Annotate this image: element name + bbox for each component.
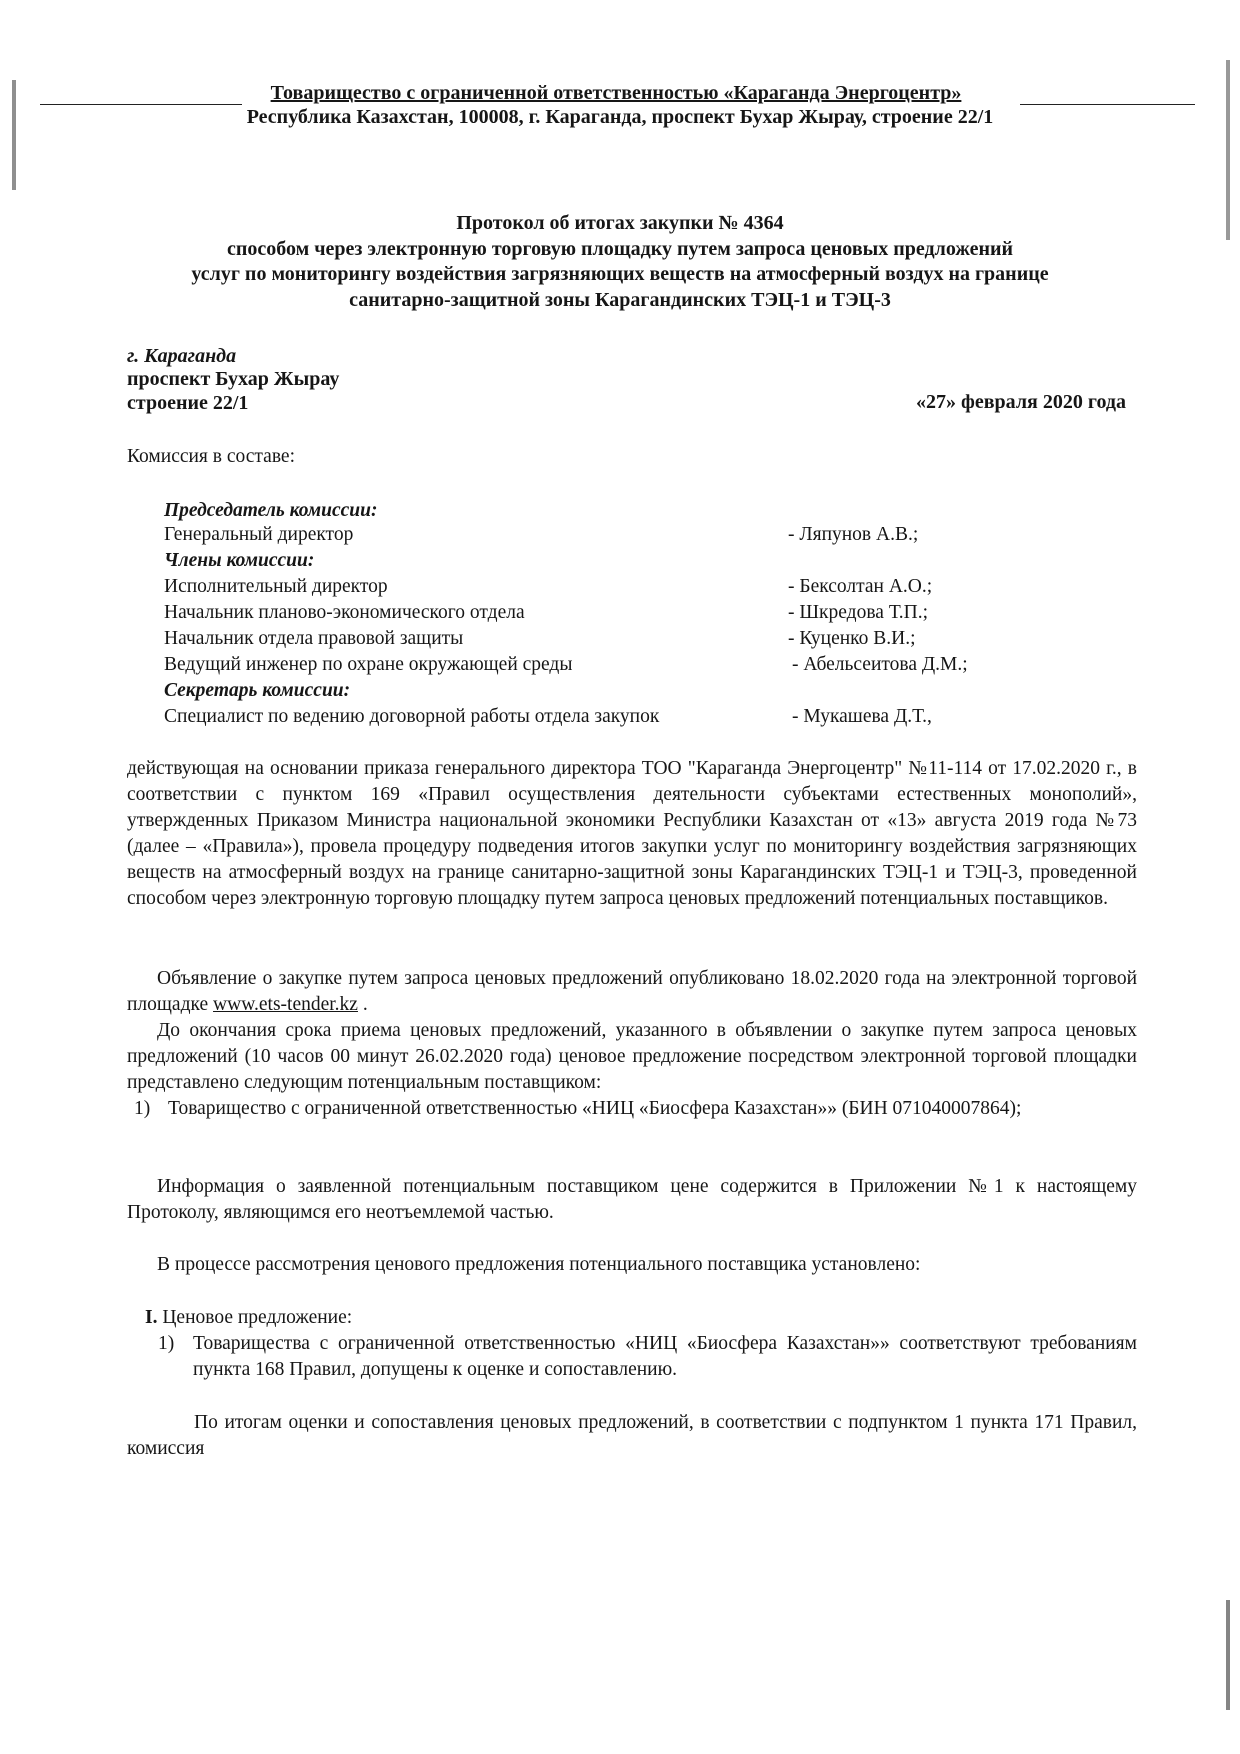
protocol-date: «27» февраля 2020 года — [916, 391, 1126, 413]
paragraph-announcement — [127, 966, 1137, 1018]
secretary-role: Специалист по ведению договорной работы отдела закупок — [164, 706, 660, 727]
list-item-compliance: Товарищества с ограниченной ответственностью «НИЦ «Биосфера Казахстан»» соответствуют требованиям пункта 168 Правил, допущены к оценке и сопоставлению. — [193, 1333, 1137, 1380]
ets-tender-link[interactable]: www.ets-tender.kz — [213, 994, 358, 1015]
chair-role: Генеральный директор — [164, 524, 354, 545]
member-role-3: Начальник отдела правовой защиты — [164, 628, 464, 649]
place-building: строение 22/1 — [127, 392, 249, 414]
protocol-subtitle-1: способом через электронную торговую площадку путем запроса ценовых предложений — [226, 238, 1014, 260]
paragraph-results: По итогам оценки и сопоставления ценовых предложений, в соответствии с подпунктом 1 пункта 171 Правил, комиссия — [127, 1412, 1137, 1459]
members-heading: Члены комиссии: — [164, 550, 315, 571]
secretary-heading: Секретарь комиссии: — [164, 680, 351, 701]
member-name-4: - Абельсеитова Д.М.; — [792, 654, 968, 675]
announcement-text: Объявление о закупке путем запроса ценовых предложений опубликовано 18.02.2020 года на электронной торговой площадке — [127, 968, 1137, 1015]
paragraph-basis: действующая на основании приказа генерального директора ТОО "Караганда Энергоцентр" №11-114 от 17.02.2020 г., в соответствии с пунктом 169 «Правил осуществления деятельности субъектами естественных монополий», утвержденных Приказом Министра национальной экономики Республики Казахстан от «13» августа 2019 года №73 (далее – «Правила»), провела процедуру подведения итогов закупки услуг по мониторингу воздействия загрязняющих веществ на атмосферный воздух на границе санитарно-защитной зоны Карагандинских ТЭЦ-1 и ТЭЦ-3, проведенной способом через электронную торговую площадку путем запроса ценовых предложений потенциальных поставщиков. — [127, 758, 1137, 909]
paragraph-review: В процессе рассмотрения ценового предложения потенциального поставщика установлено: — [157, 1254, 921, 1275]
list-item-supplier: Товарищество с ограниченной ответственностью «НИЦ «Биосфера Казахстан»» (БИН 071040007864); — [168, 1098, 1022, 1119]
header-address: Республика Казахстан, 100008, г. Караганда, проспект Бухар Жырау, строение 22/1 — [246, 106, 994, 128]
header-organization: Товарищество с ограниченной ответственностью «Караганда Энергоцентр» — [270, 82, 962, 104]
section-title: Ценовое предложение: — [157, 1307, 353, 1328]
scan-edge-mark — [12, 80, 16, 190]
list-item-number-2: 1) — [158, 1333, 175, 1354]
section-heading-price — [145, 1305, 352, 1331]
place-city: г. Караганда — [127, 345, 237, 367]
chair-heading: Председатель комиссии: — [164, 500, 378, 521]
protocol-title: Протокол об итогах закупки № 4364 — [456, 212, 784, 234]
list-item-number: 1) — [134, 1098, 151, 1119]
place-street: проспект Бухар Жырау — [127, 368, 340, 390]
commission-intro: Комиссия в составе: — [127, 446, 295, 467]
paragraph-deadline: До окончания срока приема ценовых предложений, указанного в объявлении о закупке путем запроса ценовых предложений (10 часов 00 минут 26.02.2020 года) ценовое предложение посредством электронной торговой площадки представлено следующим потенциальным поставщиком: — [127, 1020, 1137, 1093]
secretary-name: - Мукашева Д.Т., — [792, 706, 932, 727]
chair-name: - Ляпунов А.В.; — [788, 524, 919, 545]
section-number: I. — [145, 1307, 158, 1328]
scan-edge-mark — [1226, 1600, 1230, 1710]
member-role-1: Исполнительный директор — [164, 576, 388, 597]
member-name-1: - Бексолтан А.О.; — [788, 576, 933, 597]
member-role-4: Ведущий инженер по охране окружающей среды — [164, 654, 573, 675]
paragraph-price-info: Информация о заявленной потенциальным поставщиком цене содержится в Приложении №1 к настоящему Протоколу, являющимся его неотъемлемой частью. — [127, 1176, 1137, 1223]
member-role-2: Начальник планово-экономического отдела — [164, 602, 525, 623]
protocol-subtitle-3: санитарно-защитной зоны Карагандинских ТЭЦ-1 и ТЭЦ-3 — [349, 289, 891, 311]
member-name-3: - Куценко В.И.; — [788, 628, 916, 649]
scan-edge-mark — [1226, 60, 1230, 240]
member-name-2: - Шкредова Т.П.; — [788, 602, 929, 623]
protocol-subtitle-2: услуг по мониторингу воздействия загрязняющих веществ на атмосферный воздух на границе — [191, 263, 1049, 285]
announcement-end: . — [357, 994, 368, 1015]
